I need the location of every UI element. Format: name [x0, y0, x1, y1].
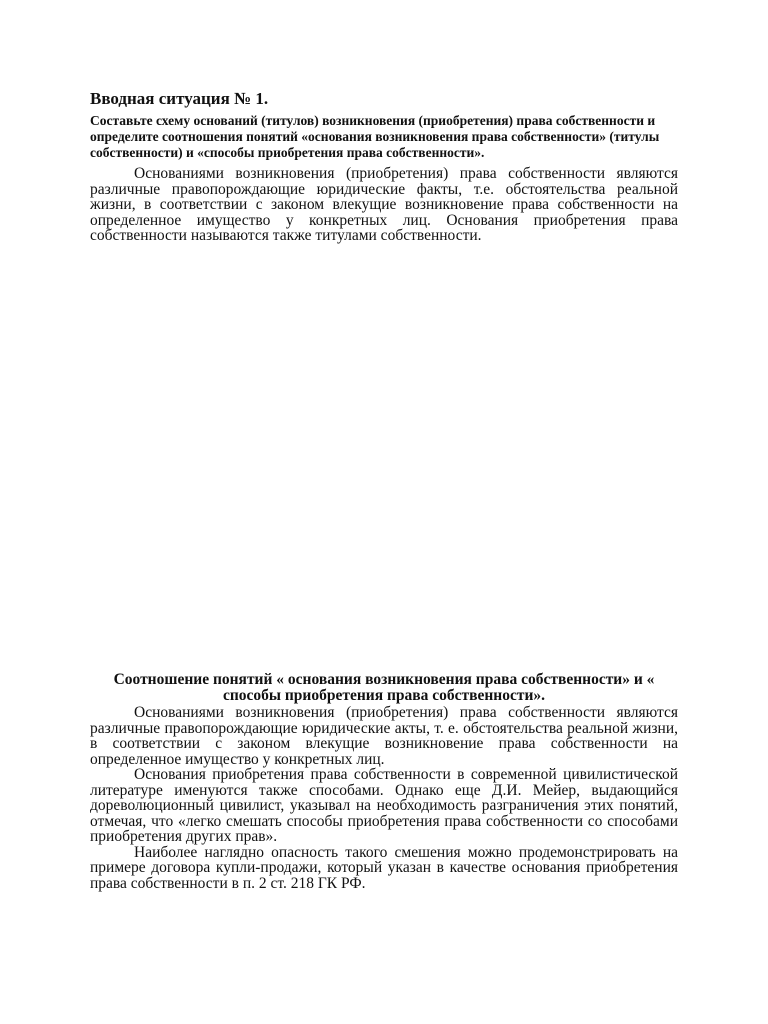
paragraph-grounds-definition: Основаниями возникновения (приобретения) права собственности являются различные правопорождающие юридические факты, т.е. обстоятельства реальной жизни, в соответствии с законом влекущие возникновение права собственности на определенное имущество у конкретных лиц. Основания приобретения права собственности называются также титулами собственности.	[90, 165, 678, 244]
section-paragraph-2: Основания приобретения права собственности в современной цивилистической литературе именуются также способами. Однако еще Д.И. Мейер, выдающийся дореволюционный цивилист, указывал на необходимость разграничения этих понятий, отмечая, что «легко смешать способы приобретения права собственности со способами приобретения других прав».	[90, 766, 678, 845]
task-statement: Составьте схему оснований (титулов) возникновения (приобретения) права собственности и определите соотношения понятий «основания возникновения права собственности» (титулы собственности) и «способы приобретения права собственности».	[90, 113, 660, 160]
section-paragraph-3: Наиболее наглядно опасность такого смешения можно продемонстрировать на примере договора купли-продажи, который указан в качестве основания приобретения права собственности в п. 2 ст. 218 ГК РФ.	[90, 843, 678, 892]
section-body	[90, 705, 678, 891]
section-paragraph-1: Основаниями возникновения (приобретения) права собственности являются различные правопорождающие юридические акты, т. е. обстоятельства реальной жизни, в соответствии с законом влекущие возникновение права собственности на определенное имущество у конкретных лиц.	[90, 704, 678, 768]
document-title: Вводная ситуация № 1.	[90, 89, 269, 108]
section-heading: Соотношение понятий « основания возникновения права собственности» и « способы приобретения права собственности».	[113, 671, 655, 704]
